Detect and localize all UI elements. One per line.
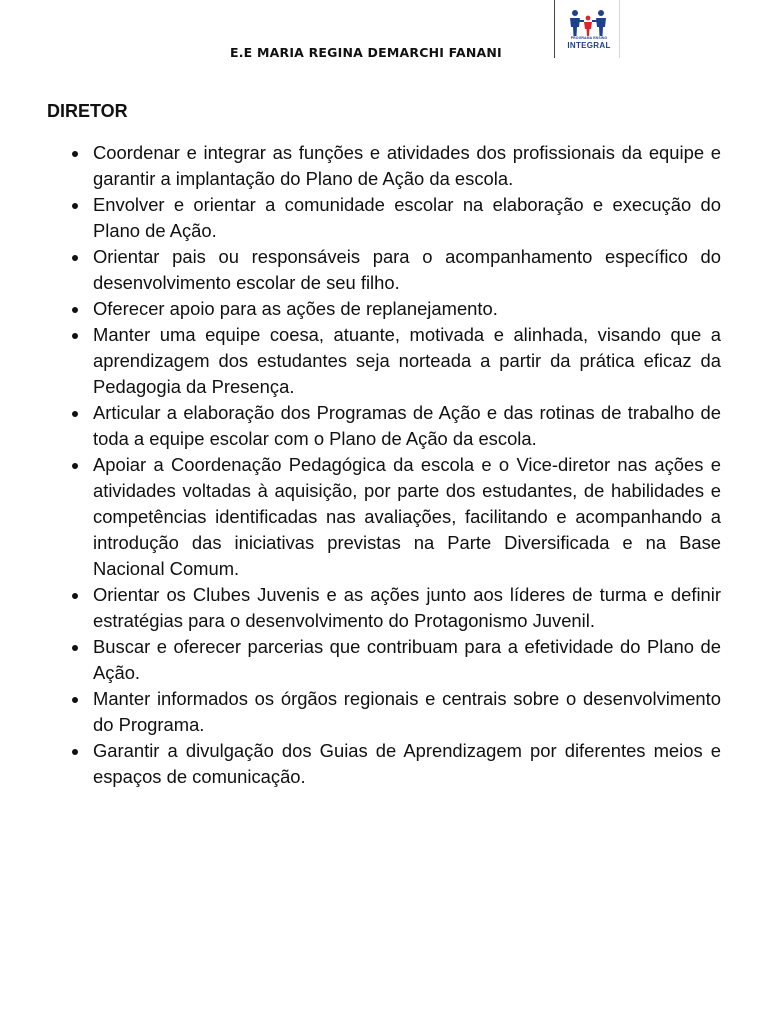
bullet-icon <box>72 255 78 261</box>
bullet-icon <box>72 307 78 313</box>
list-item <box>60 634 721 686</box>
list-item <box>60 244 721 296</box>
list-item-text: Orientar os Clubes Juvenis e as ações junto aos líderes de turma e definir estratégias para o desenvolvimento do Protagonismo Juvenil. <box>93 584 721 631</box>
list-item-text: Oferecer apoio para as ações de replanejamento. <box>93 298 498 319</box>
list-item-text: Garantir a divulgação dos Guias de Aprendizagem por diferentes meios e espaços de comunicação. <box>93 740 721 787</box>
section-title: DIRETOR <box>47 101 128 121</box>
list-item-text: Buscar e oferecer parcerias que contribuam para a efetividade do Plano de Ação. <box>93 636 721 683</box>
list-item-text: Apoiar a Coordenação Pedagógica da escola e o Vice-diretor nas ações e atividades voltadas à aquisição, por parte dos estudantes, de habilidades e competências identificadas nas avaliações, facilitando e acompanhando a introdução das iniciativas previstas na Parte Diversificada e na Base Nacional Comum. <box>93 454 721 579</box>
list-item-text: Manter uma equipe coesa, atuante, motivada e alinhada, visando que a aprendizagem dos estudantes seja norteada a partir da prática eficaz da Pedagogia da Presença. <box>93 324 721 397</box>
list-item <box>60 452 721 582</box>
bullet-icon <box>72 749 78 755</box>
responsibilities-list <box>60 140 721 790</box>
list-item-text: Manter informados os órgãos regionais e centrais sobre o desenvolvimento do Programa. <box>93 688 721 735</box>
list-item-text: Articular a elaboração dos Programas de Ação e das rotinas de trabalho de toda a equipe escolar com o Plano de Ação da escola. <box>93 402 721 449</box>
list-item-text: Coordenar e integrar as funções e atividades dos profissionais da equipe e garantir a implantação do Plano de Ação da escola. <box>93 142 721 189</box>
bullet-icon <box>72 593 78 599</box>
bullet-icon <box>72 463 78 469</box>
list-item <box>60 582 721 634</box>
bullet-icon <box>72 333 78 339</box>
bullet-icon <box>72 151 78 157</box>
list-item <box>60 140 721 192</box>
bullet-icon <box>72 203 78 209</box>
bullet-icon <box>72 697 78 703</box>
list-item-text: Orientar pais ou responsáveis para o acompanhamento específico do desenvolvimento escolar de seu filho. <box>93 246 721 293</box>
school-name: E.E MARIA REGINA DEMARCHI FANANI <box>230 45 502 60</box>
program-logo <box>557 0 620 58</box>
bullet-icon <box>72 645 78 651</box>
logo-caption-small: PROGRAMA ENSINO <box>570 36 608 40</box>
header-divider <box>554 0 555 58</box>
list-item <box>60 686 721 738</box>
page-header <box>0 0 768 70</box>
list-item <box>60 296 721 322</box>
family-figures-logo-icon <box>566 9 610 37</box>
list-item <box>60 322 721 400</box>
logo-caption: INTEGRAL <box>567 41 611 50</box>
list-item <box>60 192 721 244</box>
list-item <box>60 400 721 452</box>
list-item-text: Envolver e orientar a comunidade escolar na elaboração e execução do Plano de Ação. <box>93 194 721 241</box>
list-item <box>60 738 721 790</box>
bullet-icon <box>72 411 78 417</box>
